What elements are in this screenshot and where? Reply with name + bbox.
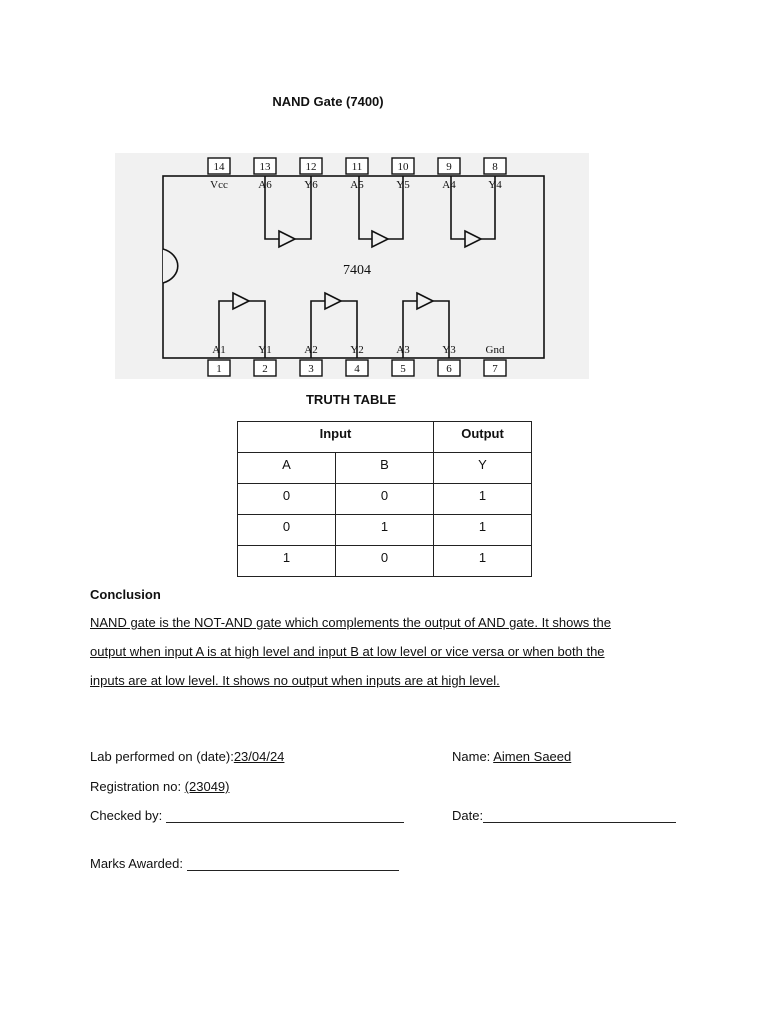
- truth-table: [237, 421, 532, 577]
- bottom-pin-label: Gnd: [485, 344, 505, 356]
- lab-performed-label: Lab performed on (date):: [90, 749, 234, 764]
- output-header: Output: [434, 422, 532, 453]
- lab-performed-field: [90, 749, 284, 764]
- checked-by-field: [90, 808, 404, 823]
- bottom-pin-number: 5: [400, 363, 406, 375]
- name-label: Name:: [452, 749, 494, 764]
- top-pin-number: 10: [397, 161, 409, 173]
- name-field: [452, 749, 571, 764]
- table-cell: 0: [336, 484, 434, 515]
- bottom-pin-label: Y1: [258, 344, 272, 356]
- registration-value: (23049): [184, 779, 230, 794]
- registration-label: Registration no:: [90, 779, 185, 794]
- table-cell: 1: [434, 484, 532, 515]
- bottom-pin-number: 6: [446, 363, 452, 375]
- bottom-pin-number: 3: [308, 363, 314, 375]
- bottom-pin-label: Y2: [350, 344, 364, 356]
- top-pin-label: Vcc: [210, 179, 228, 191]
- top-pin-number: 14: [213, 161, 225, 173]
- top-pin-label: A5: [350, 179, 364, 191]
- column-header-b: B: [336, 453, 434, 484]
- top-pin-label: A6: [258, 179, 272, 191]
- bottom-pin-number: 7: [492, 363, 498, 375]
- table-cell: 1: [434, 546, 532, 577]
- date-field: [452, 808, 676, 823]
- table-cell: 0: [238, 484, 336, 515]
- table-cell: 1: [336, 515, 434, 546]
- top-pin-number: 11: [351, 161, 363, 173]
- bottom-pin-label: A3: [396, 344, 410, 356]
- lab-performed-value: 23/04/24: [233, 749, 285, 764]
- table-row: [238, 546, 532, 577]
- conclusion-line: output when input A is at high level and input B at low level or vice versa or when both the: [90, 644, 605, 659]
- top-pin-label: A4: [442, 179, 456, 191]
- top-pin-number: 12: [305, 161, 317, 173]
- checked-by-blank: [166, 808, 404, 823]
- truth-table-title: TRUTH TABLE: [305, 392, 397, 407]
- bottom-pin-label: A2: [304, 344, 318, 356]
- bottom-pin-number: 2: [262, 363, 268, 375]
- top-pin-label: Y4: [488, 179, 502, 191]
- page-title: NAND Gate (7400): [272, 94, 384, 109]
- registration-field: [90, 779, 229, 794]
- table-cell: 1: [434, 515, 532, 546]
- top-pin-number: 13: [259, 161, 271, 173]
- date-blank: [483, 808, 676, 823]
- chip-label: 7404: [343, 263, 371, 278]
- marks-blank: [187, 856, 399, 871]
- ic-pinout-diagram: [115, 153, 589, 379]
- column-header-y: Y: [434, 453, 532, 484]
- top-pin-number: 9: [446, 161, 452, 173]
- checked-by-label: Checked by:: [90, 808, 166, 823]
- conclusion-line: inputs are at low level. It shows no output when inputs are at high level.: [90, 673, 500, 688]
- chip-notch: [163, 249, 178, 283]
- input-header: Input: [238, 422, 434, 453]
- top-pin-label: Y5: [396, 179, 410, 191]
- marks-field: [90, 856, 399, 871]
- top-pin-number: 8: [492, 161, 498, 173]
- table-cell: 0: [336, 546, 434, 577]
- top-pin-label: Y6: [304, 179, 318, 191]
- conclusion-heading: Conclusion: [90, 587, 161, 602]
- column-header-a: A: [238, 453, 336, 484]
- bottom-pin-number: 1: [216, 363, 222, 375]
- date-label: Date:: [452, 808, 484, 823]
- bottom-pin-number: 4: [354, 363, 360, 375]
- name-value: Aimen Saeed: [493, 749, 572, 764]
- bottom-pin-label: A1: [212, 344, 226, 356]
- bottom-pin-label: Y3: [442, 344, 456, 356]
- table-row: [238, 515, 532, 546]
- table-cell: 0: [238, 515, 336, 546]
- table-row: [238, 484, 532, 515]
- conclusion-line: NAND gate is the NOT-AND gate which complements the output of AND gate. It shows the: [90, 615, 611, 630]
- table-cell: 1: [238, 546, 336, 577]
- marks-label: Marks Awarded:: [90, 856, 187, 871]
